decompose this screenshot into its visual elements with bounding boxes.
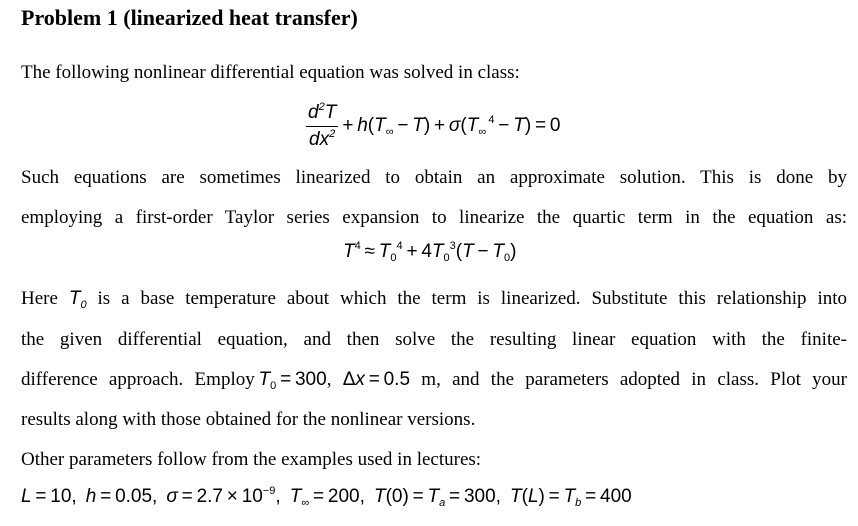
linearization-equation: $T^4 \approx T_0^4 + 4T_0^3(T - T_0)$ [343,240,517,264]
fraction-denominator: $dx^2$ [309,127,336,150]
paragraph2-line1: Such equations are sometimes linearized to obtain an approximate solution. This is done by [21,167,847,188]
nonlinear-equation [306,96,560,156]
second-derivative-fraction [306,101,338,152]
intro-text: The following nonlinear differential equation was solved in class: [21,62,520,83]
paragraph3-line1 [21,288,847,310]
paragraph3-line2: the given differential equation, and then solve the resulting linear equation with the finite- [21,329,847,350]
paragraph3-line3: difference approach. Employ $T_0 = 300$, Δx = 0.5 m, and the parameters adopted in class. Plot your [21,369,847,392]
base-temperature-symbol: $T_0$ [68,288,87,311]
paragraph3-here: Here [21,288,58,309]
fraction-numerator: $d^2T$ [306,101,338,127]
paragraph3-line4: results along with those obtained for the nonlinear versions. [21,409,476,430]
paragraph3-line3-rest: m, and the parameters adopted in class. Plot your [421,369,847,390]
other-params-text: Other parameters follow from the examples used in lectures: [21,449,482,470]
paragraph3-line3-pre: difference approach. Employ [21,369,255,390]
equation1-rest: + $h(T_\infty - T) + \sigma(T_\infty$ $^4$ − T) = 0 [342,114,561,138]
dx-value: Δx = 0.5 [342,369,411,390]
parameter-list: L = 10, h = 0.05, $\sigma = 2.7 \times 10^{-9}$, $T_\infty = 200$, $T(0) = T_a = 300$, $T(L) = T_b = 400$ [21,485,632,509]
problem-title: Problem 1 (linearized heat transfer) [21,5,358,30]
paragraph3-line1-rest: is a base temperature about which the term is linearized. Substitute this relationship into [97,288,847,309]
t0-value: $T_0 = 300$ [258,369,327,392]
paragraph2-line2: employing a first-order Taylor series expansion to linearize the quartic term in the equation as: [21,207,847,228]
